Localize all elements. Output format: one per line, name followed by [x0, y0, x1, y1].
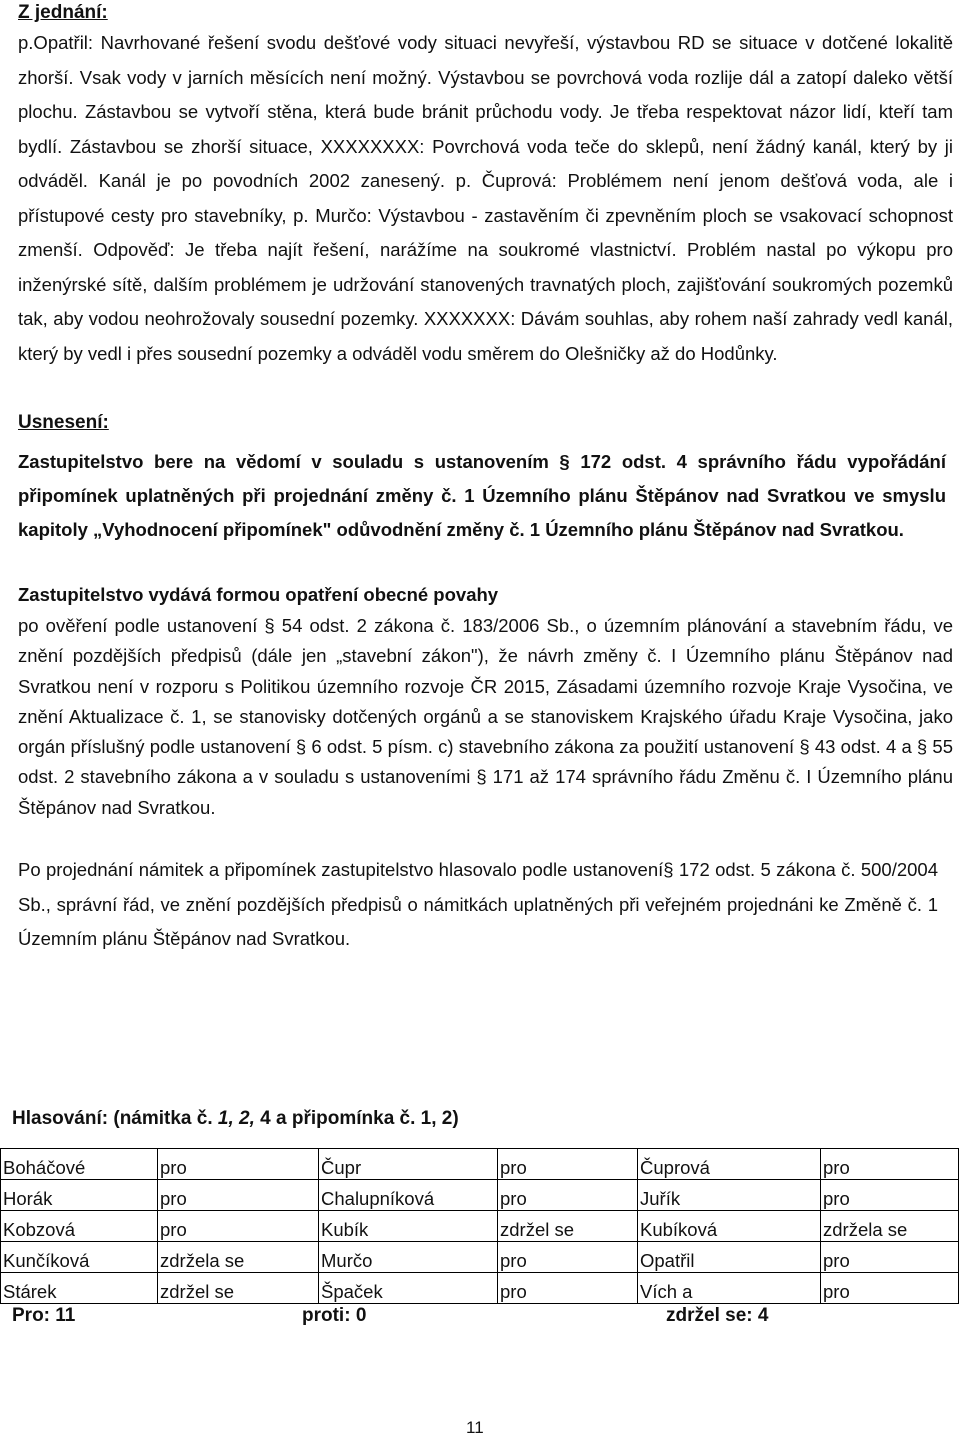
member-name-cell: Stárek: [1, 1273, 158, 1304]
voting-heading-part-a: Hlasování: (námitka č.: [12, 1108, 218, 1129]
member-name-cell: Boháčové: [1, 1149, 158, 1180]
vote-cell: pro: [158, 1149, 319, 1180]
member-name-cell: Kunčíková: [1, 1242, 158, 1273]
table-row: [1, 1211, 959, 1242]
member-name-cell: Špaček: [319, 1273, 498, 1304]
voting-heading: [12, 1108, 459, 1130]
table-row: [1, 1180, 959, 1211]
table-row: [1, 1273, 959, 1304]
vote-cell: pro: [498, 1273, 638, 1304]
table-row: [1, 1242, 959, 1273]
table-row: [1, 1149, 959, 1180]
total-pro: Pro: 11: [12, 1305, 76, 1326]
vote-cell: pro: [498, 1242, 638, 1273]
vote-cell: pro: [821, 1180, 959, 1211]
voting-heading-part-b: 1, 2,: [217, 1108, 255, 1129]
member-name-cell: Čupr: [319, 1149, 498, 1180]
member-name-cell: Juřík: [638, 1180, 821, 1211]
vote-cell: pro: [821, 1149, 959, 1180]
vote-cell: pro: [821, 1242, 959, 1273]
voting-table: [0, 1148, 959, 1304]
resolution-heading: Usnesení:: [18, 412, 109, 433]
voting-heading-part-c: 4 a připomínka č. 1, 2): [254, 1108, 459, 1129]
discussion-heading: Z jednání:: [18, 2, 108, 23]
resolution-paragraph-2: Po projednání námitek a připomínek zastupitelstvo hlasovalo podle ustanovení§ 172 odst. 5 zákona č. 500/2004 Sb., správní řád, ve znění pozdějších předpisů o námitkách uplatněných při veřejném projednáni ke Změně č. 1 Územním plánu Štěpánov nad Svratkou.: [18, 859, 938, 949]
vote-cell: zdržela se: [821, 1211, 959, 1242]
vote-cell: zdržel se: [498, 1211, 638, 1242]
member-name-cell: Opatřil: [638, 1242, 821, 1273]
member-name-cell: Horák: [1, 1180, 158, 1211]
member-name-cell: Kubíková: [638, 1211, 821, 1242]
vote-cell: pro: [498, 1149, 638, 1180]
member-name-cell: Kubík: [319, 1211, 498, 1242]
total-proti: proti: 0: [302, 1305, 367, 1326]
discussion-paragraph: p.Opatřil: Navrhované řešení svodu dešťové vody situaci nevyřeší, výstavbou RD se situace v dotčené lokalitě zhorší. Vsak vody v jarních měsících není možný. Výstavbou se povrchová voda rozlije dál a zatopí daleko větší plochu. Zástavbou se vytvoří stěna, která bude bránit průchodu vody. Je třeba respektovat názor lidí, kteří tam bydlí. Zástavbou se zhorší situace, XXXXXXXX: Povrchová voda teče do sklepů, není žádný kanál, který by ji odváděl. Kanál je po povodních 2002 zanesený. p. Čuprová: Problémem není jenom dešťová voda, ale i přístupové cesty pro stavebníky, p. Murčo: Výstavbou - zastavěním či zpevněním ploch se vsakovací schopnost zmenší. Odpověď: Je třeba najít řešení, narážíme na soukromé vlastnictví. Problém nastal po výkopu pro inženýrské sítě, dalším problémem je udržování stanovených travnatých ploch, zajišťování soukromých pozemků tak, aby vodou neohrožovaly sousední pozemky. XXXXXXX: Dávám souhlas, aby rohem naší zahrady vedl kanál, který by vedl i přes sousední pozemky a odváděl vodu směrem do Olešničky až do Hodůnky.: [18, 32, 953, 364]
member-name-cell: Chalupníková: [319, 1180, 498, 1211]
total-zdrzel: zdržel se: 4: [666, 1305, 769, 1326]
member-name-cell: Vích a: [638, 1273, 821, 1304]
vote-cell: pro: [158, 1180, 319, 1211]
member-name-cell: Murčo: [319, 1242, 498, 1273]
resolution-bold-paragraph: Zastupitelstvo bere na vědomí v souladu s ustanovením § 172 odst. 4 správního řádu vypořádání připomínek uplatněných při projednání změny č. 1 Územního plánu Štěpánov nad Svratkou ve smyslu kapitoly „Vyhodnocení připomínek" odůvodnění změny č. 1 Územního plánu Štěpánov nad Svratkou.: [18, 451, 946, 540]
vote-cell: pro: [821, 1273, 959, 1304]
vote-cell: pro: [158, 1211, 319, 1242]
resolution-bold-line: Zastupitelstvo vydává formou opatření obecné povahy: [18, 584, 499, 605]
member-name-cell: Čuprová: [638, 1149, 821, 1180]
member-name-cell: Kobzová: [1, 1211, 158, 1242]
resolution-paragraph: po ověření podle ustanovení § 54 odst. 2 zákona č. 183/2006 Sb., o územním plánování a stavebním řádu, ve znění pozdějších předpisů (dále jen „stavební zákon"), že návrh změny č. I Územního plánu Štěpánov nad Svratkou není v rozporu s Politikou územního rozvoje ČR 2015, Zásadami územního rozvoje Kraje Vysočina, ve znění Aktualizace č. 1, se stanovisky dotčených orgánů a se stanoviskem Krajského úřadu Kraje Vysočina, jako orgán příslušný podle ustanovení § 6 odst. 5 písm. c) stavebního zákona za použití ustanovení § 43 odst. 4 a § 55 odst. 2 stavebního zákona a v souladu s ustanoveními § 171 až 174 správního řádu Změnu č. I Územního plánu Štěpánov nad Svratkou.: [18, 615, 953, 818]
page-number: 11: [466, 1418, 484, 1437]
vote-cell: pro: [498, 1180, 638, 1211]
vote-cell: zdržela se: [158, 1242, 319, 1273]
vote-cell: zdržel se: [158, 1273, 319, 1304]
